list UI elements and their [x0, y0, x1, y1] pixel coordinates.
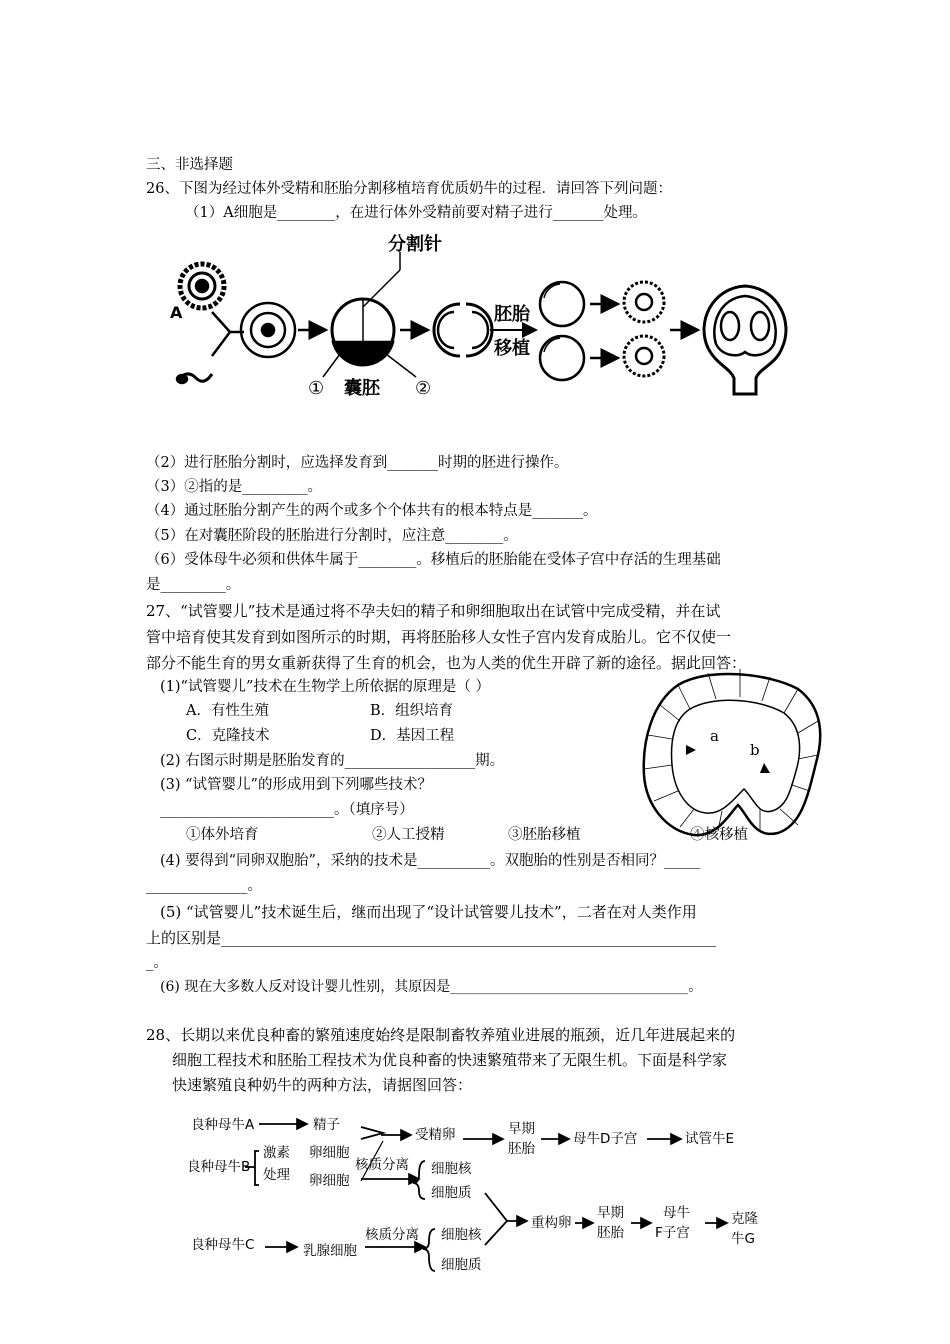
hormone-label-2: 处理	[263, 1167, 290, 1183]
breeding-flow-diagram	[185, 1105, 795, 1285]
q26-sub5: （5）在对囊胚阶段的胚胎进行分割时，应注意________。	[146, 528, 518, 544]
blastocyst-label-b: b	[750, 741, 760, 759]
option-a: A．有性生殖	[186, 703, 269, 719]
q27-stem-1: 27、“试管婴儿”技术是通过将不孕夫妇的精子和卵细胞取出在试管中完成受精，并在试	[146, 602, 721, 620]
early-embryo-2a: 早期	[597, 1205, 624, 1221]
q27-sub3: (3) “试管婴儿”的形成用到下列哪些技术？	[160, 777, 432, 793]
q27-sub1: (1)“试管婴儿”技术在生物学上所依据的原理是（ ）	[160, 679, 490, 695]
egg-label-2: 卵细胞	[309, 1173, 350, 1189]
nucleus-label-2: 细胞核	[441, 1227, 482, 1243]
q28-stem-2: 细胞工程技术和胚胎工程技术为优良种畜的快速繁殖带来了无限生机。下面是科学家	[172, 1051, 728, 1069]
oocyte-label: A	[170, 303, 183, 322]
q27-sub3-blank: ________________________。（填序号）	[160, 802, 414, 818]
q26-stem: 26、下图为经过体外受精和胚胎分割移植培育优质奶牛的过程．请回答下列问题：	[146, 181, 672, 197]
blastocyst-figure	[638, 665, 828, 845]
option-d: D．基因工程	[370, 728, 455, 744]
option-b: B．组织培育	[370, 703, 454, 719]
needle-label: 分割针	[388, 234, 442, 255]
cytoplasm-label-2: 细胞质	[441, 1257, 482, 1273]
clone-label-2: 牛G	[731, 1231, 755, 1247]
q26-sub6a: （6）受体母牛必须和供体牛属于________。移植后的胚胎能在受体子宫中存活的生理基础	[146, 552, 721, 568]
q26-sub1: （1）A细胞是________，在进行体外受精前要对精子进行_______处理。	[185, 205, 647, 221]
q27-stem-2: 管中培育使其发育到如图所示的时期，再将胚胎移人女性子宫内发育成胎儿。它不仅使一	[146, 628, 732, 646]
q28-stem-3: 快速繁殖良种奶牛的两种方法，请据图回答：	[172, 1076, 473, 1094]
tech-option-3: ③胚胎移植	[508, 827, 581, 843]
q27-sub2: (2) 右图示时期是胚胎发育的__________________期。	[160, 753, 505, 769]
tech-option-1: ①体外培育	[186, 827, 259, 843]
uterus-d-label: 母牛D子宫	[573, 1131, 638, 1147]
q26-sub2: （2）进行胚胎分割时，应选择发育到_______时期的胚进行操作。	[146, 455, 569, 471]
label-circle-2: ②	[415, 378, 432, 399]
sperm-label: 精子	[313, 1117, 340, 1133]
option-c: C．克隆技术	[186, 728, 270, 744]
uterus-f-label-2: F子宫	[655, 1225, 690, 1241]
transfer-label-1: 胚胎	[494, 304, 530, 325]
q27-sub4b: ______________。	[146, 878, 262, 894]
transfer-label-2: 移植	[494, 338, 530, 359]
nucleus-label-1: 细胞核	[431, 1161, 472, 1177]
q26-sub3: （3）②指的是_________。	[146, 479, 322, 495]
label-circle-1: ①	[308, 378, 325, 399]
tech-option-2: ②人工授精	[372, 827, 445, 843]
early-embryo-2b: 胚胎	[597, 1225, 624, 1241]
cow-a-label: 良种母牛A	[191, 1117, 255, 1133]
egg-label-1: 卵细胞	[309, 1145, 350, 1161]
mammary-cell-label: 乳腺细胞	[303, 1243, 357, 1259]
clone-label-1: 克隆	[731, 1211, 758, 1227]
early-embryo-1a: 早期	[508, 1121, 535, 1137]
q27-sub6: (6) 现在大多数人反对设计婴儿性别，其原因是__________________________________。	[160, 979, 703, 995]
calf-e-label: 试管牛E	[685, 1131, 735, 1147]
q28-stem-1: 28、长期以来优良种畜的繁殖速度始终是限制畜牧养殖业进展的瓶颈，近几年进展起来的	[146, 1026, 736, 1044]
q26-embryo-split-figure	[160, 232, 800, 432]
early-embryo-1b: 胚胎	[508, 1141, 535, 1157]
cytoplasm-label-1: 细胞质	[431, 1185, 472, 1201]
q27-sub5c: _。	[146, 955, 168, 971]
tech-option-4: ④核移植	[690, 827, 748, 843]
q27-sub5b: 上的区别是__________________________________________________________________	[146, 929, 717, 947]
fertilized-egg-label: 受精卵	[415, 1127, 456, 1143]
q26-sub4: （4）通过胚胎分割产生的两个或多个个体共有的根本特点是_______。	[146, 503, 598, 519]
separation-label-2: 核质分离	[365, 1227, 419, 1243]
cow-c-label: 良种母牛C	[191, 1237, 255, 1253]
blastocyst-label: 囊胚	[344, 378, 380, 399]
uterus-f-label-1: 母牛	[663, 1205, 690, 1221]
q27-sub5a: (5) “试管婴儿”技术诞生后，继而出现了“设计试管婴儿技术”，二者在对人类作用	[160, 903, 697, 921]
q26-sub6b: 是_________。	[146, 577, 241, 593]
q27-stem-3: 部分不能生育的男女重新获得了生育的机会，也为人类的优生开辟了新的途径。据此回答：	[146, 654, 747, 672]
hormone-label-1: 激素	[263, 1145, 290, 1161]
section-title: 三、非选择题	[146, 157, 233, 173]
blastocyst-label-a: a	[710, 727, 719, 745]
separation-label-1: 核质分离	[355, 1157, 409, 1173]
q27-sub4a: (4) 要得到“同卵双胞胎”，采纳的技术是__________。双胞胎的性别是否相同？_____	[160, 853, 701, 869]
cow-b-label: 良种母牛B	[187, 1159, 251, 1175]
recon-egg-label: 重构卵	[531, 1215, 572, 1231]
